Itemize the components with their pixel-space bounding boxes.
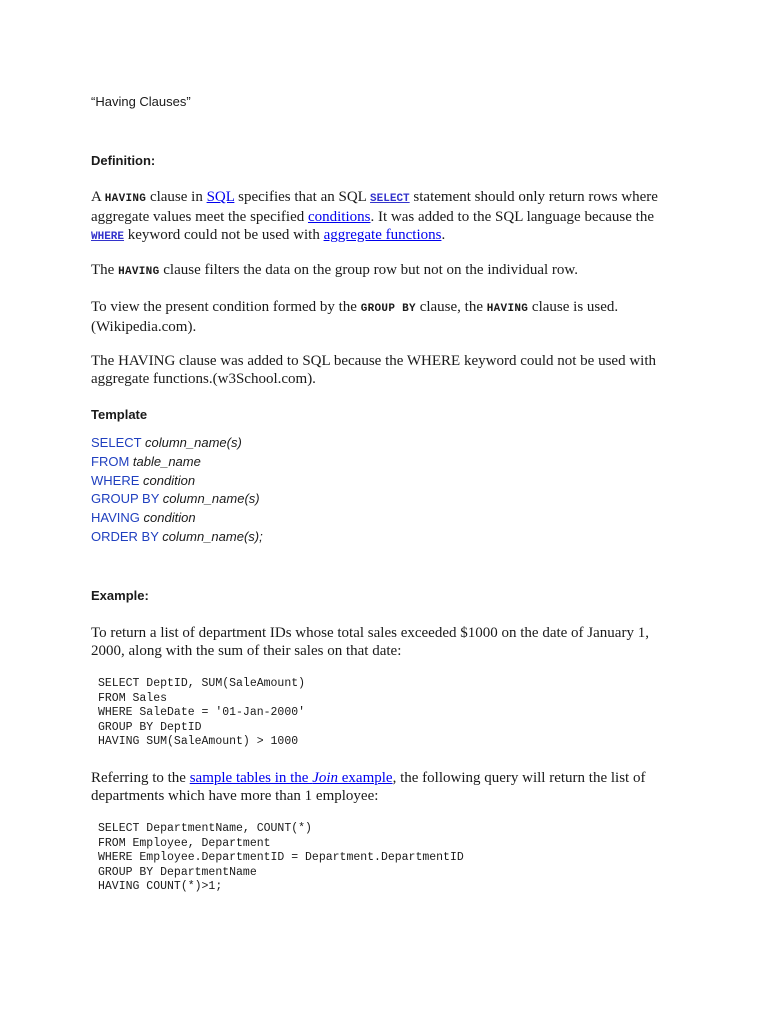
template-line [91,472,263,491]
template-line [91,490,263,509]
template-line [91,453,263,472]
text: . [441,227,446,243]
text: Referring to the [91,770,190,786]
keyword-having: HAVING [104,193,147,205]
template-keyword: ORDER BY [91,528,159,544]
text: , the following query will return the list of departments which have more than 1 employee: [91,770,646,804]
w3school-paragraph: The HAVING clause was added to SQL because the WHERE keyword could not be used with aggregate functions.(w3School.com). [91,353,657,387]
where-link[interactable]: WHERE [91,231,125,243]
text: clause in [146,189,207,205]
text: specifies that an SQL [234,189,371,205]
code-block-employee: SELECT DepartmentName, COUNT(*) FROM Employee, Department WHERE Employee.DepartmentID = Department.DepartmentID GROUP BY DepartmentName HAVING COUNT(*)>1; [98,822,464,893]
link-text-italic: Join [312,770,339,786]
template-value: column_name(s); [162,528,263,544]
template-keyword: GROUP BY [91,491,160,507]
link-text: sample tables in the [189,770,313,786]
sql-link[interactable]: SQL [206,189,235,205]
groupby-paragraph [91,298,681,336]
template-block [91,434,263,547]
aggregate-functions-link[interactable]: aggregate functions [323,227,442,243]
text: keyword could not be used with [124,227,324,243]
conditions-link[interactable]: conditions [307,209,371,225]
keyword-having: HAVING [118,266,160,278]
template-value: table_name [132,453,201,469]
definition-heading: Definition: [91,153,156,168]
template-value: column_name(s) [162,491,260,507]
text: clause filters the data on the group row but not on the individual row. [159,262,579,278]
template-heading: Template [91,407,148,422]
template-value: condition [143,510,196,526]
text: To view the present condition formed by the [91,299,361,315]
template-value: column_name(s) [144,435,242,450]
reference-paragraph [91,769,681,805]
filter-paragraph [91,261,681,281]
template-keyword: SELECT [91,435,142,450]
sample-tables-link[interactable] [190,770,393,786]
select-link[interactable]: SELECT [370,193,410,205]
text: clause is used. (Wikipedia.com). [91,299,619,335]
keyword-group-by: GROUP BY [360,303,416,315]
text: clause, the [415,299,487,315]
keyword-having: HAVING [486,303,529,315]
template-line [91,528,263,547]
template-line [91,434,263,453]
template-keyword: FROM [91,453,130,469]
example-heading: Example: [91,588,149,603]
example-paragraph: To return a list of department IDs whose total sales exceeded $1000 on the date of January 1, 2000, along with the sum of their sales on that date: [91,625,649,659]
definition-paragraph [91,188,681,246]
template-keyword: WHERE [91,472,140,488]
link-text: example [338,770,393,786]
template-line [91,509,263,528]
text: statement should only return rows where aggregate values meet the specified [91,189,658,225]
template-keyword: HAVING [91,510,140,526]
template-value: condition [143,472,196,488]
code-block-sales: SELECT DeptID, SUM(SaleAmount) FROM Sales WHERE SaleDate = '01-Jan-2000' GROUP BY DeptID HAVING SUM(SaleAmount) > 1000 [98,677,306,748]
text: A [91,189,105,205]
page-title: “Having Clauses” [91,94,191,109]
text: . It was added to the SQL language because the [370,209,654,225]
text: The [91,262,119,278]
